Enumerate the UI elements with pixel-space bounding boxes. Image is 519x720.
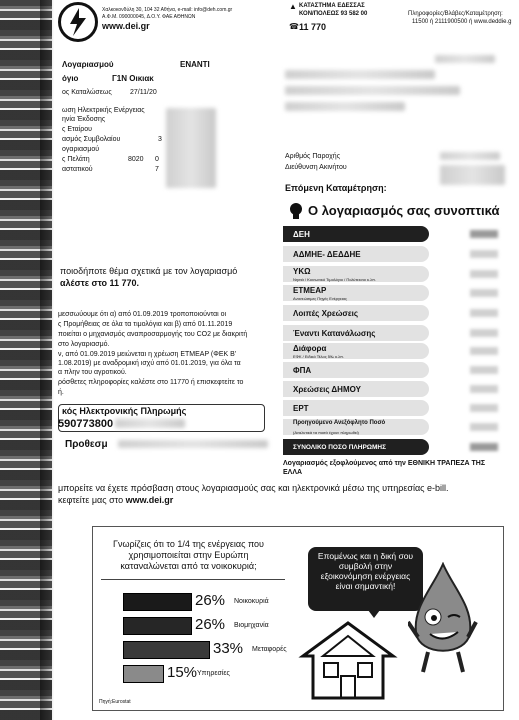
summary-item-label: Χρεώσεις ΔΗΜΟΥ xyxy=(293,385,361,394)
company-address: Χαλκοκονδύλη 30, 104 32 Αθήνα, e-mail: info@deh.com.gr xyxy=(102,7,233,13)
info-row-5: ογαριασμού xyxy=(62,146,100,153)
summary-item-amount-redacted xyxy=(470,250,498,258)
company-afm: Α.Φ.Μ. 090000045, Δ.Ο.Υ. ΦΑΕ ΑΘΗΝΩΝ xyxy=(102,14,196,20)
info-row-4: ασμός Συμβολαίου xyxy=(62,136,121,143)
scan-edge-shadow xyxy=(40,0,54,720)
header-website[interactable]: www.dei.gr xyxy=(102,21,150,31)
chart-bar xyxy=(123,617,192,635)
redacted-property xyxy=(440,165,505,185)
chart-category-label: Νοικοκυριά xyxy=(234,598,269,605)
info-row-3: ς Εταίρου xyxy=(62,126,92,133)
ebill-line-2 xyxy=(58,495,173,505)
summary-item xyxy=(283,305,429,321)
summary-item-label: ΕΡΤ xyxy=(293,404,309,413)
infographic-divider xyxy=(101,579,285,580)
payment-code-value: 590773800 xyxy=(58,418,114,430)
redacted-address-1 xyxy=(285,86,460,95)
lightbulb-icon xyxy=(289,202,303,220)
info-row-1: ωση Ηλεκτρικής Ενέργειας xyxy=(62,107,145,114)
store-icon: ▲ xyxy=(289,2,297,11)
bubble-text: Επομένως και η δική σου συμβολή στην εξοικονόμηση ενέργειας είναι σημαντική! xyxy=(317,551,414,591)
summary-item xyxy=(283,266,429,282)
summary-item xyxy=(283,246,429,262)
payment-code-label: κός Ηλεκτρονικής Πληρωμής xyxy=(62,406,187,416)
summary-item-amount-redacted xyxy=(470,230,498,238)
summary-item xyxy=(283,439,429,455)
summary-item xyxy=(283,419,429,435)
summary-item-amount-redacted xyxy=(470,366,498,374)
redacted-deadline xyxy=(118,440,268,448)
notice-p7: α πλην του αγροτικού. xyxy=(58,369,127,376)
infographic-source: Πηγή:Eurostat xyxy=(99,699,131,705)
chart-value-label: 26% xyxy=(195,616,226,633)
chart-category-label: Υπηρεσίες xyxy=(197,670,230,677)
ebill-line-2-text: κεφτείτε μας στο xyxy=(58,495,126,505)
notice-p9: ή. xyxy=(58,389,64,396)
client-value-2: 0 xyxy=(155,156,159,163)
notice-p8: ρόσθετες πληροφορίες καλέστε στο 11770 ή επισκεφτείτε το xyxy=(58,379,244,386)
notice-p1: μεσσωύουμε ότι α) από 01.09.2019 τροποποιούνται οι xyxy=(58,311,227,318)
notice-p2: ς Προμήθειας σε όλα τα τιμολόγια και β) από 01.11.2019 xyxy=(58,321,233,328)
summary-item-amount-redacted xyxy=(470,443,498,451)
summary-item-label: Διάφορα xyxy=(293,344,327,353)
chart-category-label: Βιομηχανία xyxy=(234,622,269,629)
summary-item-amount-redacted xyxy=(470,385,498,393)
chart-value-label: 15% xyxy=(167,664,198,681)
dei-logo xyxy=(58,2,98,42)
issue-date: 27/11/20 xyxy=(130,89,157,96)
summary-item xyxy=(283,325,429,341)
lightning-bolt-icon xyxy=(61,5,95,39)
summary-item-label: ΥΚΩ xyxy=(293,267,311,276)
redacted-payment-code xyxy=(115,419,185,428)
ebill-link[interactable]: www.dei.gr xyxy=(125,495,174,505)
info-line-2: 11500 ή 2111900500 ή www.deddie.g xyxy=(412,19,512,25)
summary-item-amount-redacted xyxy=(470,309,498,317)
chart-value-label: 33% xyxy=(213,640,244,657)
contact-line-1: ποιοδήποτε θέμα σχετικά με τον λογαριασμό xyxy=(60,266,238,276)
redacted-block xyxy=(166,108,216,188)
house-icon xyxy=(298,618,398,703)
hotline-number[interactable]: 11 770 xyxy=(299,22,327,32)
ebill-line-1: μπορείτε να έχετε πρόσβαση στους λογαριασμούς σας και ηλεκτρονικά μέσω της υπηρεσίας e-bill. xyxy=(58,483,449,493)
chart-bar xyxy=(123,593,192,611)
info-line-1: Πληροφορίες/Βλάβες/Καταμέτρηση: xyxy=(408,11,503,17)
info-row-7: αστατικού xyxy=(62,166,93,173)
redacted-id xyxy=(435,55,495,63)
summary-title: Ο λογαριασμός σας συνοπτικά xyxy=(308,203,500,218)
summary-item-label: Προηγούμενο Ανεξόφλητο Ποσό xyxy=(293,420,386,426)
summary-item xyxy=(283,381,429,397)
account-type: ΕΝΑΝΤΙ xyxy=(180,60,210,69)
store-label: ΚΑΤΑΣΤΗΜΑ ΕΔΕΣΣΑΣ xyxy=(299,3,365,9)
summary-item-label: ΑΔΜΗΕ- ΔΕΔΔΗΕ xyxy=(293,250,361,259)
summary-item-sublabel: (Αναλυτικά τα ποσά έχουν πληρωθεί) xyxy=(293,430,359,435)
account-label: Λογαριασμού xyxy=(62,60,114,69)
summary-item xyxy=(283,226,429,242)
summary-item xyxy=(283,343,429,359)
property-address-label: Διεύθυνση Ακινήτου xyxy=(285,164,347,171)
summary-item-label: ΕΤΜΕΑΡ xyxy=(293,286,327,295)
notice-p4: στο λογαριασμό. xyxy=(58,341,110,348)
infographic-heading: Γνωρίζεις ότι το 1/4 της ενέργειας που χρησιμοποιείται στην Ευρώπη καταναλώνεται από τα νοικοκυριά; xyxy=(113,539,264,571)
summary-item-amount-redacted xyxy=(470,423,498,431)
summary-item-label: Λοιπές Χρεώσεις xyxy=(293,309,359,318)
contact-line-2: αλέστε στο 11 770. xyxy=(60,278,139,288)
summary-item-amount-redacted xyxy=(470,289,498,297)
static-value: 7 xyxy=(155,166,159,173)
info-row-6: ς Πελάτη xyxy=(62,156,90,163)
summary-item-label: ΣΥΝΟΛΙΚΟ ΠΟΣΟ ΠΛΗΡΩΜΗΣ xyxy=(293,444,387,451)
next-reading-label: Επόμενη Καταμέτρηση: xyxy=(285,183,387,193)
summary-item-sublabel: Ανανεώσιμες Πηγές Ενέργειας xyxy=(293,296,347,301)
notice-p6: 1.08.2019) με αναδρομική ισχύ από 01.01.2019, για όλα τα xyxy=(58,360,241,367)
summary-item-label: Έναντι Κατανάλωσης xyxy=(293,329,376,338)
chart-value-label: 26% xyxy=(195,592,226,609)
bank-note: Λογαριασμός εξοφλούμενος από την ΕΘΝΙΚΗ ΤΡΑΠΕΖΑ ΤΗΣ xyxy=(283,460,486,467)
summary-item-amount-redacted xyxy=(470,347,498,355)
speech-bubble xyxy=(308,547,423,611)
summary-item-label: ΦΠΑ xyxy=(293,366,312,375)
summary-item xyxy=(283,285,429,301)
phone-icon: ☎ xyxy=(289,22,299,31)
deadline-label: Προθεσμ xyxy=(65,439,108,450)
redacted-address-2 xyxy=(285,102,405,111)
summary-item-sublabel: ΕΦΚ / Ειδικό Τέλος 5‰ κ.λπ. xyxy=(293,354,345,359)
summary-item-amount-redacted xyxy=(470,270,498,278)
summary-item-amount-redacted xyxy=(470,404,498,412)
summary-item xyxy=(283,362,429,378)
summary-item-sublabel: Νησιά / Κοινωνικό Τιμολόγιο / Πολύτεκνοι κ.λπ. xyxy=(293,277,377,282)
summary-item xyxy=(283,400,429,416)
client-value: 8020 xyxy=(128,156,144,163)
redacted-supply-number xyxy=(440,152,500,160)
chart-category-label: Μεταφορές xyxy=(252,646,287,653)
chart-bar xyxy=(123,641,210,659)
redacted-name xyxy=(285,70,435,79)
invoice-label: όγιο xyxy=(62,74,79,83)
summary-item-label: ΔΕΗ xyxy=(293,230,310,239)
supply-number-label: Αριθμός Παροχής xyxy=(285,153,341,160)
mascot-drop-icon xyxy=(408,562,478,677)
notice-p3: ποιείται ο μηχανισμός αναπροσαρμογής του CO2 με διακριτή xyxy=(58,331,248,338)
notice-p5: ν, από 01.09.2019 μειώνεται η χρέωση ΕΤΜΕΑΡ (ΦΕΚ Β' xyxy=(58,351,237,358)
store-phone: ΚΟΝ/ΠΟΛΕΩΣ 93 582 00 xyxy=(299,11,368,17)
contract-value: 3 xyxy=(158,136,162,143)
issue-label: ος Καταλώσεως xyxy=(62,89,112,96)
chart-bar xyxy=(123,665,164,683)
info-row-2: ηνία Έκδοσης xyxy=(62,116,106,123)
bank-note-2: ΕΛΛΑ xyxy=(283,469,303,476)
summary-item-amount-redacted xyxy=(470,329,498,337)
invoice-value: Γ1Ν Οικιακ xyxy=(112,74,154,83)
speech-bubble-tail xyxy=(368,610,380,618)
